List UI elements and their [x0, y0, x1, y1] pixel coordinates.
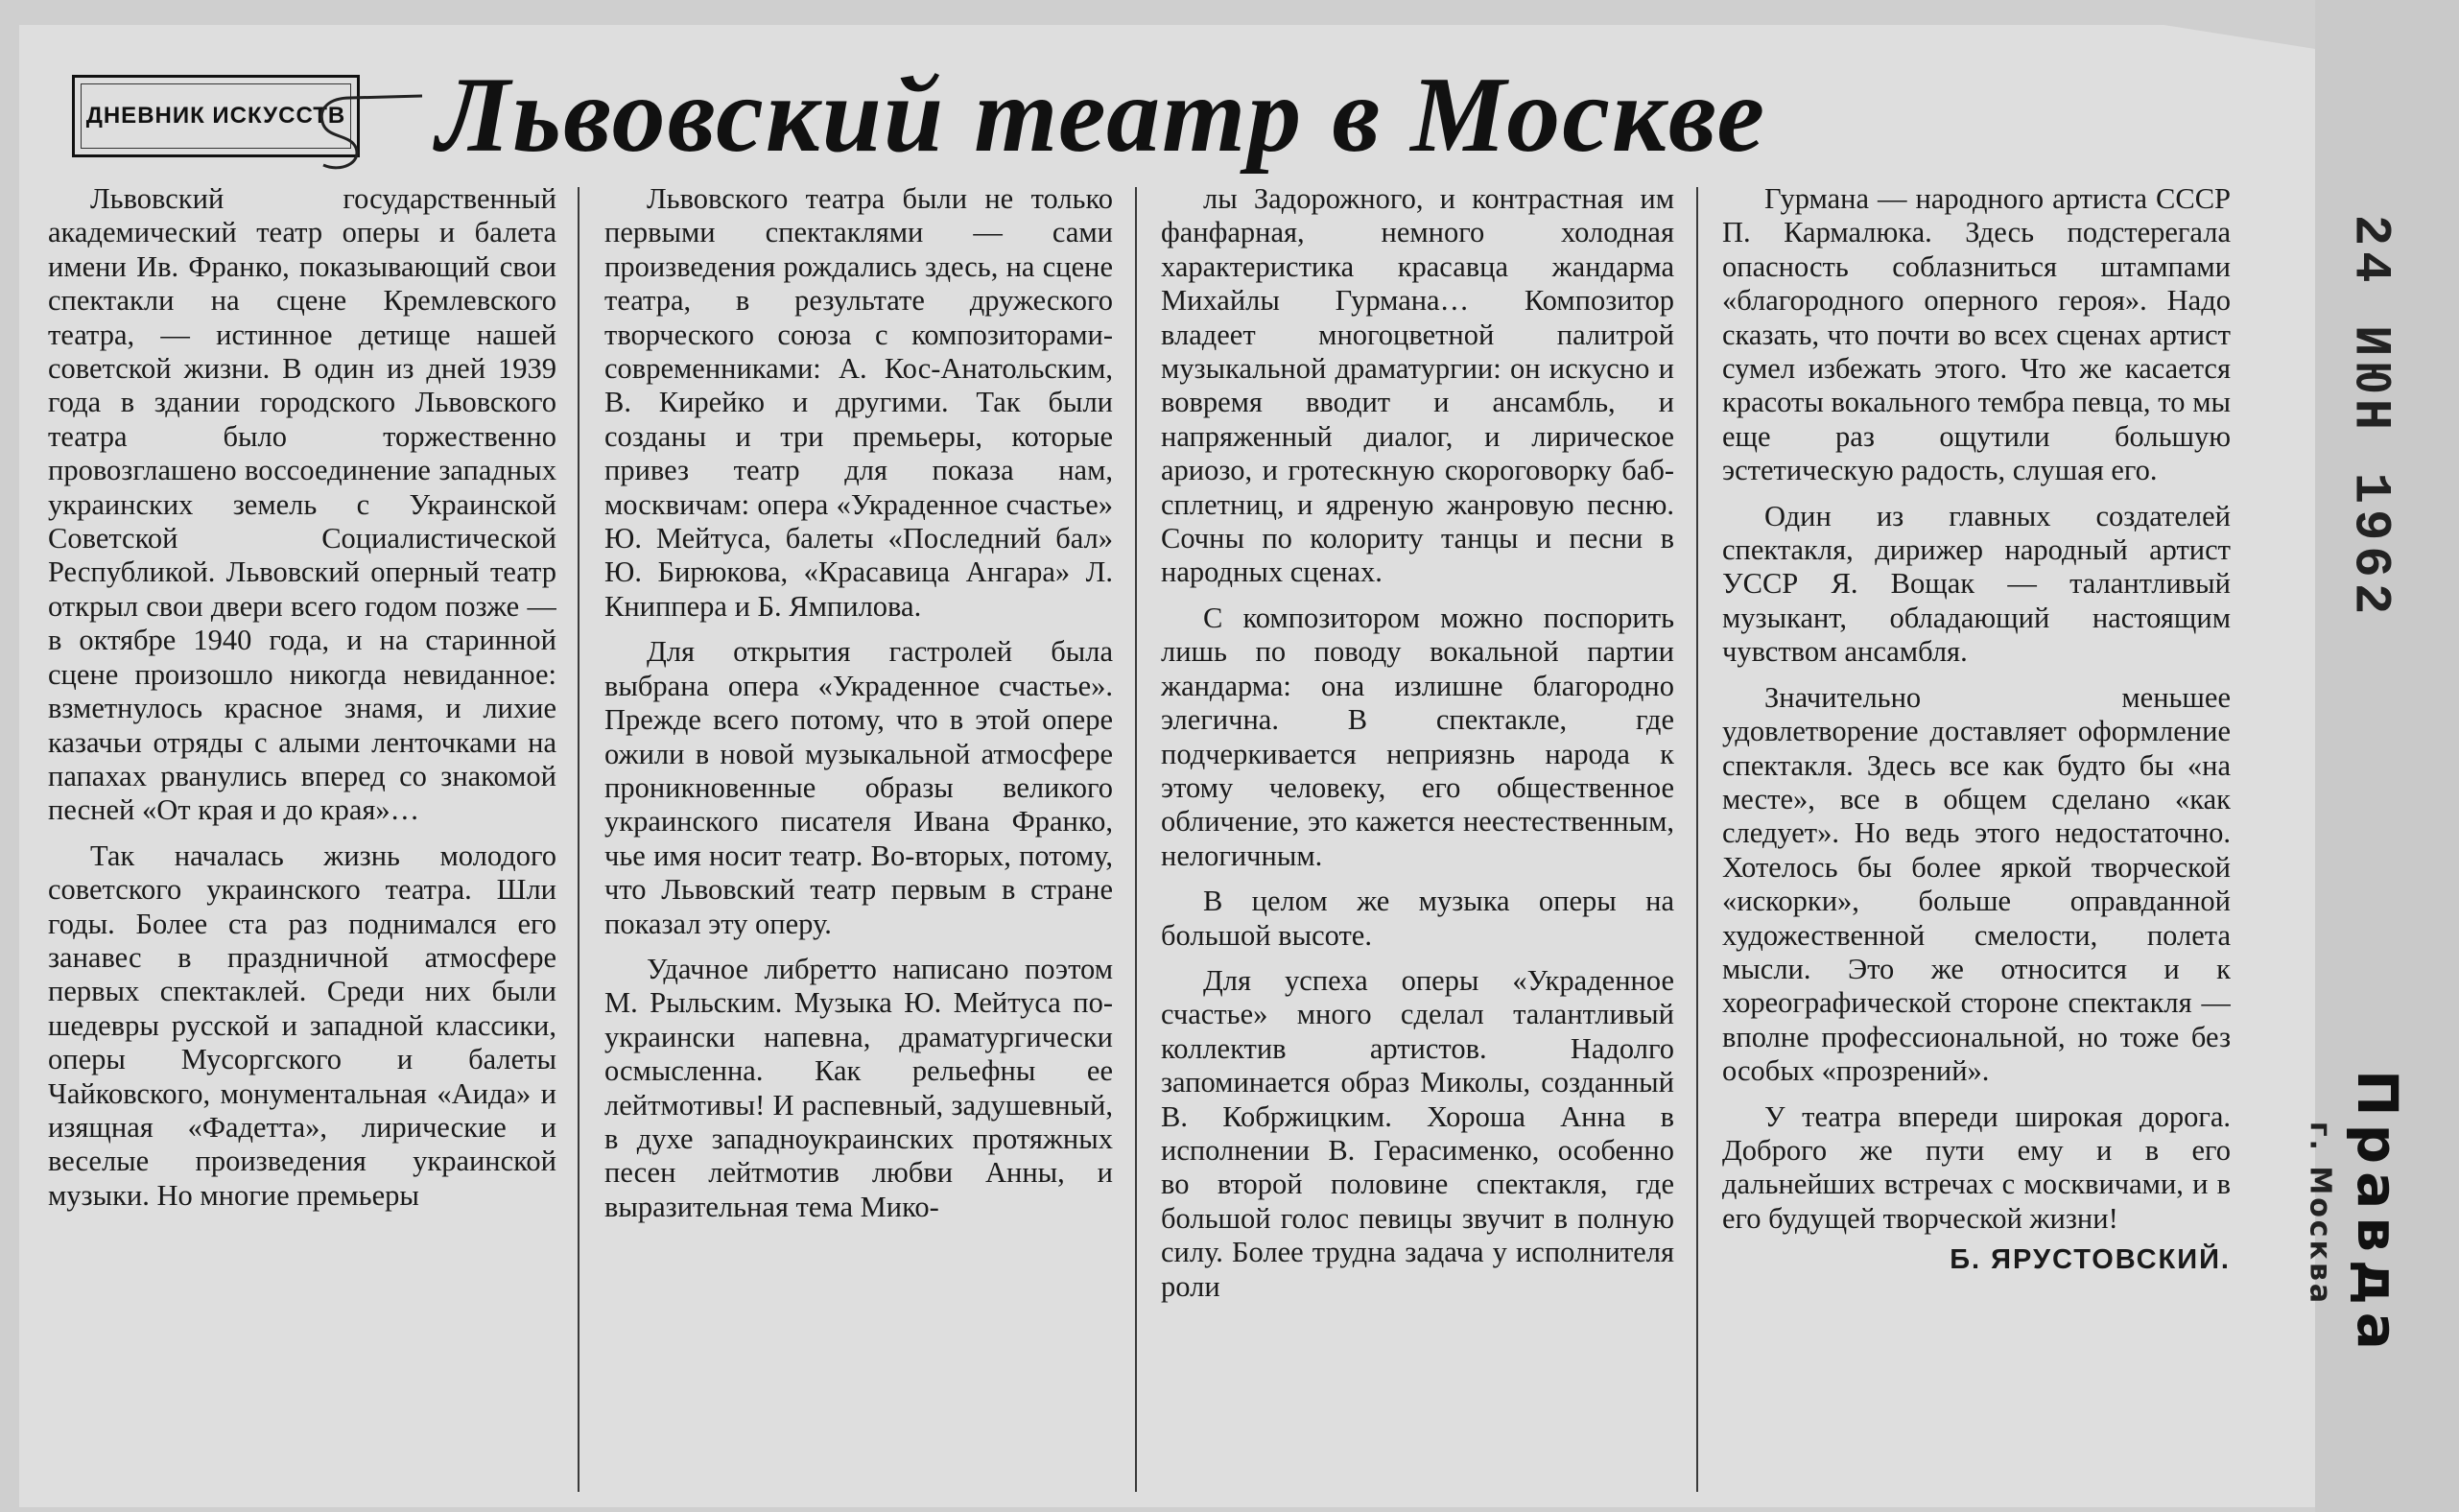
paragraph: Для открытия гастролей была выбрана опера «Украденное счастье». Прежде всего потому, что в этой опере ожили в новой музыкальной атмосфере проникновенные образы великого украинского писателя Ивана Франко, чье имя носит театр. Во-вторых, потому, что Львовский театр первым в стране показал эту оперу.	[604, 635, 1113, 940]
source-city: г. Москва	[2303, 1121, 2337, 1307]
rubric-inner-frame	[81, 83, 351, 149]
column-rule	[578, 187, 579, 1492]
text-column-4	[1722, 182, 2231, 1497]
text-column-1	[48, 182, 556, 1497]
paragraph: Гурмана — народного артиста СССР П. Кармалюка. Здесь подстерегала опасность соблазниться штампами «благородного оперного героя». Надо сказать, что почти во всех сценах артист сумел избежать этого. Что же касается красоты вокального тембра певца, то мы еще раз ощутили большую эстетическую радость, слушая его.	[1722, 182, 2231, 487]
article-headline: Львовский театр в Москве	[437, 56, 1767, 175]
paragraph: Удачное либретто написано поэтом М. Рыльским. Музыка Ю. Мейтуса по-украински напевна, драматургически осмысленна. Как рельефны ее лейтмотивы! И распевный, задушевный, в духе западноукраинских протяжных песен лейтмотив любви Анны, и выразительная тема Мико-	[604, 952, 1113, 1223]
date-stamp-text: 24 ИЮН 1962	[2340, 214, 2400, 621]
paragraph: Так началась жизнь молодого советского украинского театра. Шли годы. Более ста раз поднимался его занавес в праздничной атмосфере первых спектаклей. Среди них были шедевры русской и западной классики, оперы Мусоргского и балеты Чайковского, монументальная «Аида» и изящная «Фадетта», лирические и веселые произведения украинской музыки. Но многие премьеры	[48, 839, 556, 1212]
paragraph: Львовского театра были не только первыми спектаклями — сами произведения рождались здесь, на сцене театра, в результате дружеского творческого союза с композиторами-современниками: А. Кос-Анатольским, В. Кирейко и другими. Так были созданы и три премьеры, которые привез театр для показа нам, москвичам: опера «Украденное счастье» Ю. Мейтуса, балеты «Последний бал» Ю. Бирюкова, «Красавица Ангара» Л. Книппера и Б. Ямпилова.	[604, 182, 1113, 623]
text-column-3	[1161, 182, 1674, 1497]
author-signature: Б. ЯРУСТОВСКИЙ.	[1950, 1244, 2231, 1276]
paragraph: Львовский государственный академический театр оперы и балета имени Ив. Франко, показывающий свои спектакли на сцене Кремлевского театра, — истинное детище нашей советской жизни. В один из дней 1939 года в здании городского Львовского театра было торжественно провозглашено воссоединение западных украинских земель с Украинской Советской Социалистической Республикой. Львовский оперный театр открыл свои двери всего годом позже — в октябре 1940 года, и на старинной сцене произошло никогда невиданное: взметнулось красное знамя, и лихие казачьи отряды с алыми ленточками на папахах рванулись вперед со знакомой песней «От края и до края»…	[48, 182, 556, 827]
source-stamp	[2303, 1060, 2447, 1367]
column-rule	[1696, 187, 1698, 1492]
date-stamp	[2303, 214, 2437, 621]
paragraph: В целом же музыка оперы на большой высоте.	[1161, 885, 1674, 952]
paragraph: лы Задорожного, и контрастная им фанфарная, немного холодная характеристика красавца жандарма Михайлы Гурмана… Композитор владеет многоцветной палитрой музыкальной драматургии: он искусно и вовремя вводит и ансамбль, и напряженный диалог, и лирическое ариозо, и гротескную скороговорку баб-сплетниц, и ядреную жанровую песню. Сочны по колориту танцы и песни в народных сценах.	[1161, 182, 1674, 589]
paragraph: Для успеха оперы «Украденное счастье» много сделал талантливый коллектив артистов. Надолго запоминается образ Миколы, созданный В. Кобржицким. Хороша Анна в исполнении В. Герасименко, особенно во второй половине спектакля, где большой голос певицы звучит в полную силу. Более трудна задача у исполнителя роли	[1161, 963, 1674, 1303]
paragraph: Один из главных создателей спектакля, дирижер народный артист УССР Я. Вощак — талантливый музыкант, обладающий настоящим чувством ансамбля.	[1722, 499, 2231, 669]
column-rule	[1135, 187, 1137, 1492]
source-paper-name: Правда	[2345, 1070, 2410, 1358]
paragraph: У театра впереди широкая дорога. Доброго же пути ему и в его дальнейших встречах с москвичами, и в его будущей творческой жизни!	[1722, 1099, 2231, 1235]
section-rubric: ДНЕВНИК ИСКУССТВ	[85, 103, 346, 129]
paragraph: Значительно меньшее удовлетворение доставляет оформление спектакля. Здесь все как будто бы «на месте», все в общем сделано «как следует». Но ведь этого недостаточно. Хотелось бы более яркой творческой «искорки», больше оправданной художественной смелости, полета мысли. Это же относится и к хореографической стороне спектакля — вполне профессиональной, но тоже без особых «прозрений».	[1722, 680, 2231, 1088]
text-column-2	[604, 182, 1113, 1497]
paragraph: С композитором можно поспорить лишь по поводу вокальной партии жандарма: она излишне благородно элегична. В спектакле, где подчеркивается неприязнь народа к этому человеку, его общественное обличение, это кажется неестественным, нелогичным.	[1161, 601, 1674, 872]
handwritten-number-mark	[312, 88, 427, 175]
